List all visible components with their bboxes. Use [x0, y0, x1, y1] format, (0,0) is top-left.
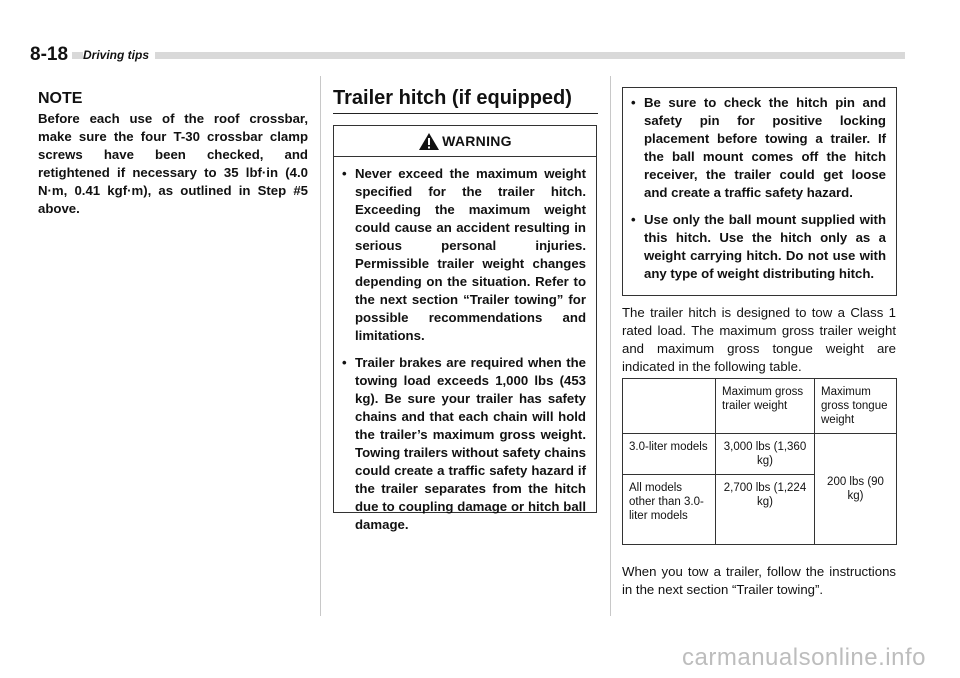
warning-item — [342, 165, 586, 345]
title-underline — [333, 113, 598, 114]
warning-header — [334, 126, 596, 157]
table-cell: 3,000 lbs (1,360 kg) — [716, 434, 815, 475]
table-row — [623, 434, 897, 475]
section-title: Trailer hitch (if equipped) — [333, 87, 572, 109]
note-title: NOTE — [38, 90, 83, 107]
warning-item-text: Trailer brakes are required when the towing load exceeds 1,000 lbs (453 kg). Be sure your trailer has safety chains and that each chain will hold the trailer’s maximum gross weight. Towing trailers without safety chains could create a traffic safety hazard if the trailer separates from the hitch due to coupling damage or hitch ball damage. — [355, 355, 586, 532]
warning-item-text: Never exceed the maximum weight specified for the trailer hitch. Exceeding the maximum weight could cause an accident resulting in serious personal injuries. Permissible trailer weight changes depending on the situation. Refer to the next section “Trailer towing” for possible recommendations and limitations. — [355, 166, 586, 343]
caution-item — [631, 94, 886, 202]
table-header-cell: Maximum gross trailer weight — [716, 379, 815, 434]
table-cell: 200 lbs (90 kg) — [815, 434, 897, 545]
warning-label: WARNING — [442, 133, 512, 149]
outro-paragraph: When you tow a trailer, follow the instructions in the next section “Trailer towing”. — [622, 564, 896, 597]
warning-box — [333, 125, 597, 532]
caution-item-text: Use only the ball mount supplied with this hitch. Use the hitch only as a weight carrying hitch. Do not use with any type of weight distributing hitch. — [644, 212, 886, 281]
table-header-row — [623, 379, 897, 434]
header-bar — [30, 52, 905, 59]
column-divider — [610, 76, 611, 616]
caution-box — [622, 87, 897, 296]
bullet-icon: • — [342, 355, 347, 370]
warning-triangle-icon — [418, 132, 440, 151]
table-header-cell — [623, 379, 716, 434]
table-cell: All models other than 3.0-liter models — [623, 475, 716, 545]
table-cell: 2,700 lbs (1,224 kg) — [716, 475, 815, 545]
table-cell: 3.0-liter models — [623, 434, 716, 475]
bullet-icon: • — [631, 95, 636, 110]
bullet-icon: • — [342, 166, 347, 181]
caution-item — [631, 211, 886, 283]
column-divider — [320, 76, 321, 616]
table-header-cell: Maximum gross tongue weight — [815, 379, 897, 434]
intro-paragraph: The trailer hitch is designed to tow a Class 1 rated load. The maximum gross trailer weight and maximum gross tongue weight are indicated in the following table. — [622, 305, 896, 374]
caution-item-text: Be sure to check the hitch pin and safety pin for positive locking placement before towing a trailer. If the ball mount comes off the hitch receiver, the trailer could get loose and create a traffic safety hazard. — [644, 95, 886, 200]
section-name: Driving tips — [83, 47, 155, 63]
warning-item — [342, 354, 586, 534]
bullet-icon: • — [631, 212, 636, 227]
page-number: 8-18 — [30, 44, 72, 66]
note-text: Before each use of the roof crossbar, make sure the four T-30 crossbar clamp screws have been checked, and retightened if necessary to 35 lbf·in (4.0 N·m, 0.41 kgf·m), as outlined in Step #5 above. — [38, 111, 308, 216]
weight-table — [622, 378, 897, 545]
watermark: carmanualsonline.info — [682, 644, 926, 671]
